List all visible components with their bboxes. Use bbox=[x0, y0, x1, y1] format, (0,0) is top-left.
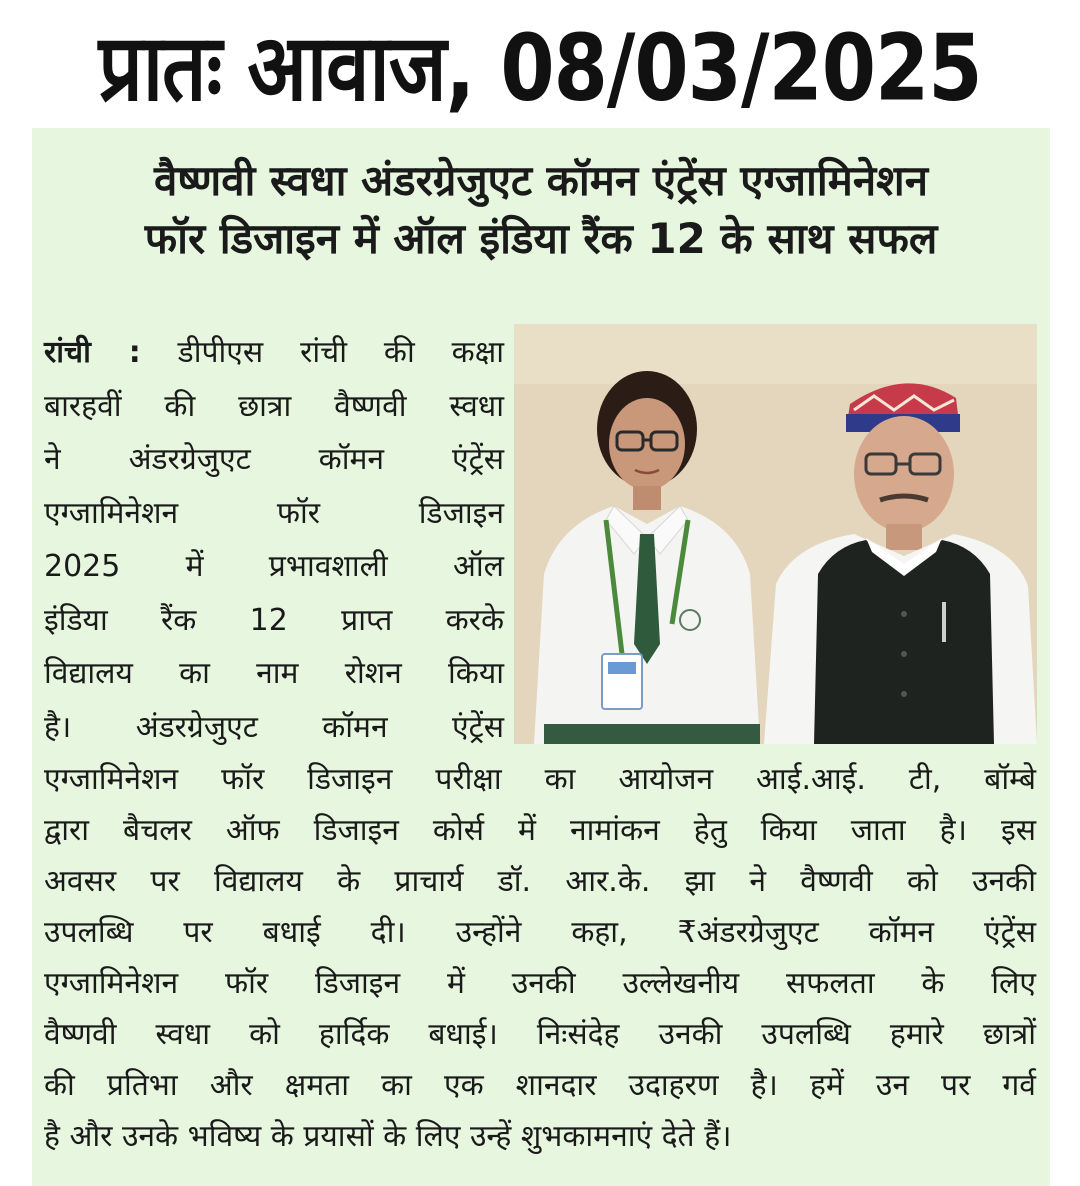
body-line: है। अंडरग्रेजुएट कॉमन एंट्रेंस bbox=[44, 709, 504, 745]
body-line: द्वारा बैचलर ऑफ डिजाइन कोर्स में नामांकन हेतु किया जाता है। इस bbox=[44, 813, 1036, 848]
dateline: रांची : bbox=[44, 335, 141, 370]
headline-line-2: फॉर डिजाइन में ऑल इंडिया रैंक 12 के साथ सफल bbox=[144, 214, 938, 263]
article-headline bbox=[32, 152, 1050, 268]
body-line: की प्रतिभा और क्षमता का एक शानदार उदाहरण है। हमें उन पर गर्व bbox=[44, 1068, 1036, 1103]
body-line: बारहवीं की छात्रा वैष्णवी स्वधा bbox=[44, 388, 504, 424]
masthead-title: प्रातः आवाज, 08/03/2025 bbox=[98, 15, 982, 122]
article-body-column bbox=[44, 326, 504, 754]
body-line: विद्यालय का नाम रोशन किया bbox=[44, 656, 504, 691]
body-line: 2025 में प्रभावशाली ऑल bbox=[44, 549, 504, 584]
body-line: वैष्णवी स्वधा को हार्दिक बधाई। निःसंदेह उनकी उपलब्धि हमारे छात्रों bbox=[44, 1017, 1036, 1052]
body-line: अवसर पर विद्यालय के प्राचार्य डॉ. आर.के. झा ने वैष्णवी को उनकी bbox=[44, 864, 1036, 899]
masthead bbox=[0, 0, 1080, 128]
body-line: एग्जामिनेशन फॉर डिजाइन bbox=[44, 495, 504, 531]
body-line: एग्जामिनेशन फॉर डिजाइन में उनकी उल्लेखनीय सफलता के लिए bbox=[44, 966, 1036, 1001]
article-photo bbox=[514, 324, 1037, 744]
headline-line-1: वैष्णवी स्वधा अंडरग्रेजुएट कॉमन एंट्रेंस एग्जामिनेशन bbox=[153, 156, 929, 205]
body-line: रांची : डीपीएस रांची की कक्षा bbox=[44, 335, 504, 370]
body-line: एग्जामिनेशन फॉर डिजाइन परीक्षा का आयोजन आई.आई. टी, बॉम्बे bbox=[44, 762, 1036, 797]
body-line: उपलब्धि पर बधाई दी। उन्होंने कहा, ₹अंडरग्रेजुएट कॉमन एंट्रेंस bbox=[44, 915, 1036, 950]
body-line: इंडिया रैंक 12 प्राप्त करके bbox=[44, 602, 504, 638]
body-line: है और उनके भविष्य के प्रयासों के लिए उन्हें शुभकामनाएं देते हैं। bbox=[44, 1119, 732, 1154]
news-clipping bbox=[32, 128, 1050, 1186]
body-line: ने अंडरग्रेजुएट कॉमन एंट्रेंस bbox=[44, 442, 504, 477]
article-body-full-width bbox=[44, 754, 1036, 1162]
